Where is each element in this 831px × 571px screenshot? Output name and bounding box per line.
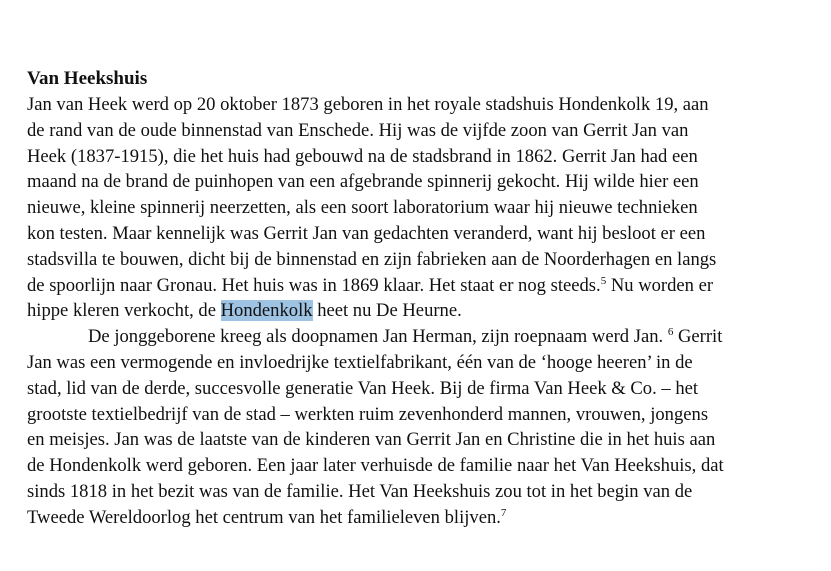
paragraph-1 xyxy=(27,92,827,324)
text-line xyxy=(27,298,827,324)
text-line: stad, lid van de derde, succesvolle generatie Van Heek. Bij de firma Van Heek & Co. – het xyxy=(27,377,699,399)
document-page xyxy=(27,66,827,531)
footnote-ref-6[interactable]: 6 xyxy=(667,326,674,339)
text-line xyxy=(27,505,827,531)
text-segment: de spoorlijn naar Gronau. Het huis was in 1869 klaar. Het staat er nog steeds. xyxy=(27,274,601,296)
text-line: de Hondenkolk werd geboren. Een jaar later verhuisde de familie naar het Van Heekshuis, dat xyxy=(27,455,724,477)
paragraph-2 xyxy=(27,324,827,530)
text-segment: De jonggeborene kreeg als doopnamen Jan Herman, zijn roepnaam werd Jan. xyxy=(88,326,668,348)
text-line: grootste textielbedrijf van de stad – werkten ruim zevenhonderd mannen, vrouwen, jongens xyxy=(27,403,709,425)
section-heading: Van Heekshuis xyxy=(27,68,148,89)
text-segment: heet nu De Heurne. xyxy=(312,300,462,322)
text-line xyxy=(27,273,827,299)
text-segment: hippe kleren verkocht, de xyxy=(27,300,221,322)
text-line: en meisjes. Jan was de laatste van de kinderen van Gerrit Jan en Christine die in het huis aan xyxy=(27,429,716,451)
text-segment: Nu worden er xyxy=(606,274,714,296)
text-line: nieuwe, kleine spinnerij neerzetten, als een soort laboratorium waar hij nieuwe technieken xyxy=(27,197,698,219)
text-line: stadsvilla te bouwen, dicht bij de binnenstad en zijn fabrieken aan de Noorderhagen en langs xyxy=(27,248,717,270)
text-line: sinds 1818 in het bezit was van de familie. Het Van Heekshuis zou tot in het begin van de xyxy=(27,480,693,502)
text-segment: Gerrit xyxy=(673,326,723,348)
text-line xyxy=(27,324,827,350)
text-line: de rand van de oude binnenstad van Enschede. Hij was de vijfde zoon van Gerrit Jan van xyxy=(27,119,689,141)
text-segment: Tweede Wereldoorlog het centrum van het familieleven blijven. xyxy=(27,506,501,528)
text-line: Jan van Heek werd op 20 oktober 1873 geboren in het royale stadshuis Hondenkolk 19, aan xyxy=(27,94,709,115)
text-line: maand na de brand de puinhopen van een afgebrande spinnerij gekocht. Hij wilde hier een xyxy=(27,171,699,193)
footnote-ref-5[interactable]: 5 xyxy=(600,274,607,287)
selected-text[interactable]: Hondenkolk xyxy=(220,300,313,322)
text-line: Heek (1837-1915), die het huis had gebouwd na de stadsbrand in 1862. Gerrit Jan had een xyxy=(27,145,698,167)
footnote-ref-7[interactable]: 7 xyxy=(500,506,507,519)
text-line: Jan was een vermogende en invloedrijke textielfabrikant, één van de ‘hooge heeren’ in de xyxy=(27,351,693,373)
text-line: kon testen. Maar kennelijk was Gerrit Jan van gedachten veranderd, want hij besloot er een xyxy=(27,222,706,244)
